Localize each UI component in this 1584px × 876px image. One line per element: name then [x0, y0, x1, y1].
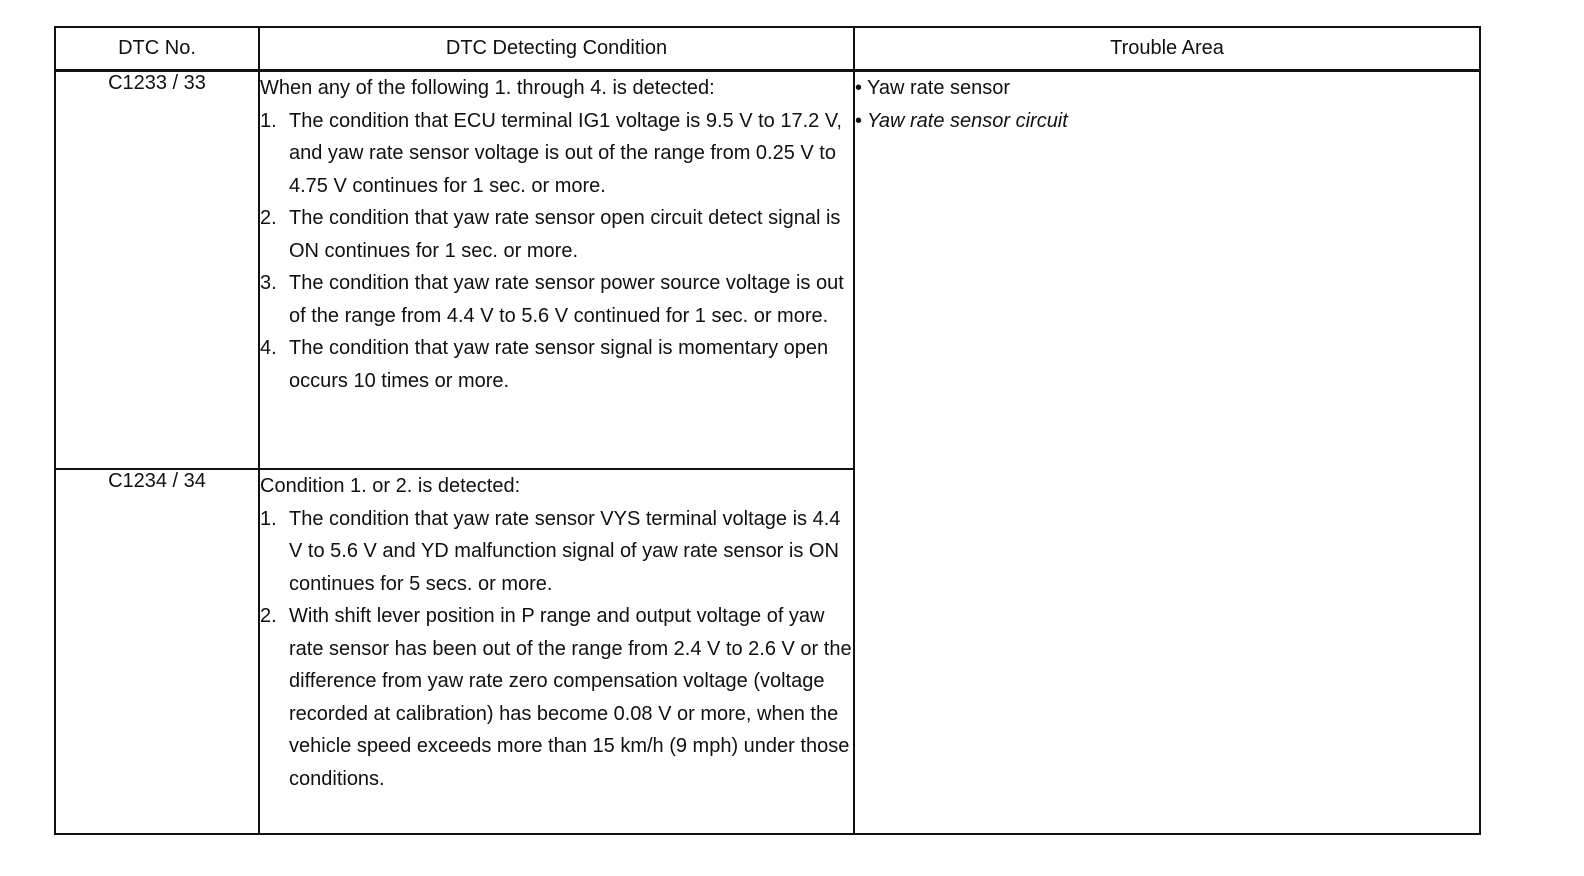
bullet-icon: •	[855, 77, 863, 99]
header-dtc-no: DTC No.	[55, 27, 259, 71]
condition-cell	[259, 469, 854, 834]
condition-cell	[259, 71, 854, 470]
condition-item	[260, 267, 853, 332]
dtc-code: C1234 / 34	[55, 469, 259, 834]
condition-item	[260, 105, 853, 203]
trouble-area-cell	[854, 71, 1480, 835]
condition-text: The condition that yaw rate sensor power source voltage is out of the range from 4.4 V to 5.6 V continued for 1 sec. or more.	[289, 272, 844, 327]
condition-intro: When any of the following 1. through 4. is detected:	[260, 77, 715, 99]
table-row	[55, 71, 1480, 470]
condition-intro: Condition 1. or 2. is detected:	[260, 475, 521, 497]
condition-number: 2.	[260, 207, 277, 229]
condition-number: 1.	[260, 109, 277, 132]
condition-item	[260, 202, 853, 267]
header-condition: DTC Detecting Condition	[259, 27, 854, 71]
trouble-area-text: Yaw rate sensor circuit	[867, 110, 1068, 132]
condition-item	[260, 332, 853, 397]
condition-text: With shift lever position in P range and output voltage of yaw rate sensor has been out of the range from 2.4 V to 2.6 V or the difference from yaw rate zero compensation voltage (voltage recorded at calibration) has become 0.08 V or more, when the vehicle speed exceeds more than 15 km/h (9 mph) under those conditions.	[289, 605, 852, 790]
condition-text: The condition that yaw rate sensor open circuit detect signal is ON continues for 1 sec. or more.	[289, 207, 841, 262]
condition-text: The condition that ECU terminal IG1 voltage is 9.5 V to 17.2 V, and yaw rate sensor voltage is out of the range from 0.25 V to 4.75 V continues for 1 sec. or more.	[289, 109, 842, 197]
trouble-area-list	[855, 72, 1479, 138]
condition-list	[260, 503, 853, 796]
bullet-icon: •	[855, 110, 863, 132]
header-trouble-area: Trouble Area	[854, 27, 1480, 71]
trouble-area-text: Yaw rate sensor	[867, 77, 1011, 99]
condition-text: The condition that yaw rate sensor signal is momentary open occurs 10 times or more.	[289, 337, 829, 392]
condition-item	[260, 600, 853, 795]
trouble-area-item	[855, 72, 1479, 105]
condition-number: 1.	[260, 507, 277, 530]
condition-number: 2.	[260, 605, 277, 627]
condition-number: 4.	[260, 337, 277, 359]
condition-number: 3.	[260, 272, 277, 294]
dtc-table	[54, 26, 1481, 835]
header-row	[55, 27, 1480, 71]
dtc-code: C1233 / 33	[55, 71, 259, 470]
condition-item	[260, 503, 853, 601]
trouble-area-item	[855, 105, 1479, 138]
condition-text: The condition that yaw rate sensor VYS terminal voltage is 4.4 V to 5.6 V and YD malfunction signal of yaw rate sensor is ON continues for 5 secs. or more.	[289, 507, 841, 595]
condition-list	[260, 105, 853, 398]
